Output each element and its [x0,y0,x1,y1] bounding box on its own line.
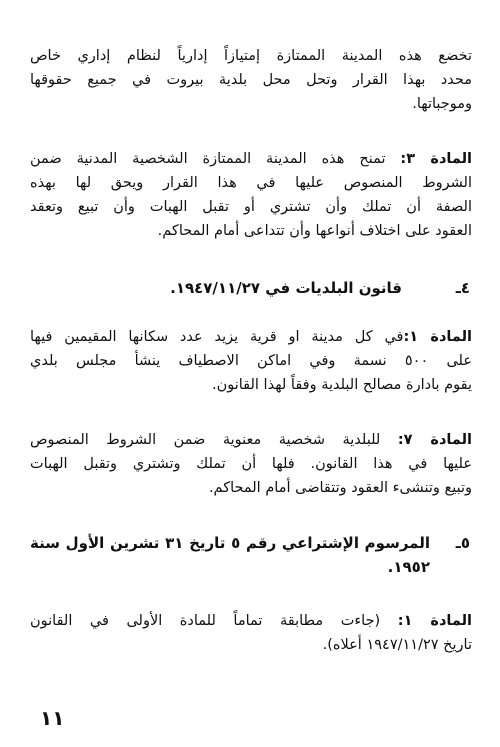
article-1-law-line-1 [30,325,472,349]
article-1-decree-text-1: (جاءت مطابقة تماماً للمادة الأولى في القانون [30,613,381,629]
article-1-decree-line-2: تاريخ ١٩٤٧/١١/٢٧ أعلاه). [322,637,472,653]
article-7-law-text-1: للبلدية شخصية معنوية ضمن الشروط المنصوص [30,432,381,448]
article-1-law-paragraph [30,325,472,397]
section-4-number: ٤ـ [455,279,470,297]
article-3-line-1 [30,147,472,171]
article-1-decree-paragraph [30,609,472,657]
article-1-law-text-1: في كل مدينة او قرية يزيد عدد سكانها المقيمين فيها [30,329,404,345]
article-7-law-line-1 [30,428,472,452]
article-3-text-1: تمنح هذه المدينة الممتازة الشخصية المدنية ضمن [30,151,386,167]
article-1-decree-line-1 [30,609,472,633]
article-3-label: المادة ٣: [400,151,472,167]
article-7-law-paragraph [30,428,472,500]
section-5-title [30,531,430,579]
article-7-law-label: المادة ٧: [397,432,472,448]
article-1-law-line-3: يقوم بادارة مصالح البلدية وفقاً لهذا القانون. [211,377,472,393]
article-7-law-line-2: عليها في هذا القانون. فلها أن تملك وتشتري وتقبل الهبات [30,456,472,472]
intro-paragraph [30,44,472,116]
intro-line-3: وموجباتها. [412,96,472,112]
intro-line-1: تخضع هذه المدينة الممتازة إمتيازاً إدارياً لنظام إداري خاص [30,48,472,64]
article-7-law-line-3: وتبيع وتنشىء العقود وتتقاضى أمام المحاكم. [208,480,472,496]
section-5-title-line-1: المرسوم الإشتراعي رقم ٥ تاريخ ٣١ تشرين الأول سنة [30,534,430,552]
article-3-line-3: الصفة أن تملك وأن تشتري أو تقبل الهبات وأن تبيع وتعقد [30,199,472,215]
article-1-decree-label: المادة ١: [397,613,472,629]
article-3-paragraph [30,147,472,243]
section-4-title: قانون البلديات في ١٩٤٧/١١/٢٧. [170,279,402,297]
intro-line-2: محدد بهذا القرار وتحل محل بلدية بيروت في جميع حقوقها [30,72,472,88]
section-5-number: ٥ـ [455,534,470,552]
article-3-line-2: الشروط المنصوص عليها في هذا القرار ويحق لها بهذه [30,175,472,191]
page-number: ١١ [40,706,65,730]
article-3-line-4: العقود على اختلاف أنواعها وأن تتداعى أمام المحاكم. [157,223,472,239]
article-1-law-line-2: على ٥٠٠ نسمة وفي اماكن الاصطياف ينشأ مجلس بلدي [30,353,472,369]
section-5-title-line-2: ١٩٥٢. [387,558,430,576]
article-1-law-label: المادة ١: [403,329,472,345]
